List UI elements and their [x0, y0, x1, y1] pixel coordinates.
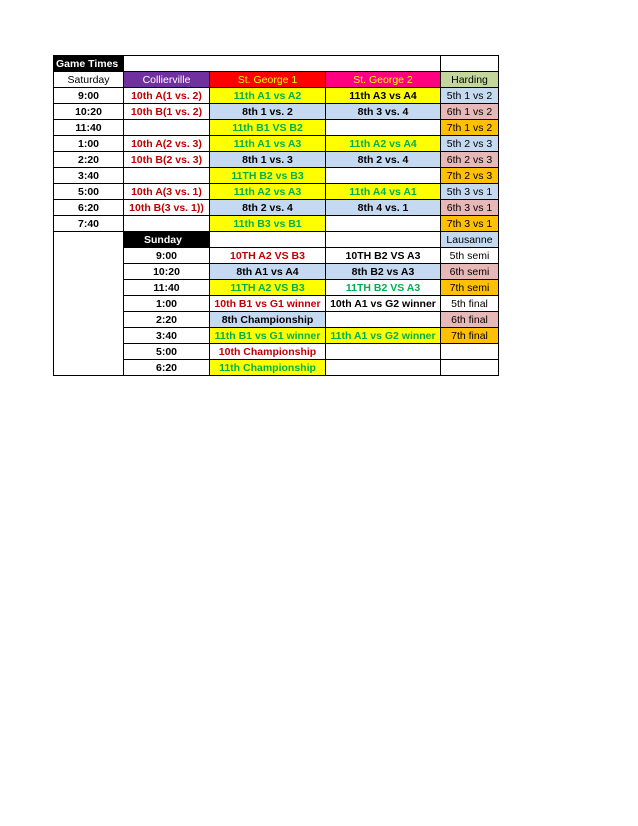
lausanne-game: 7th final: [441, 328, 499, 344]
st-george-1-game: 8th Championship: [210, 312, 326, 328]
schedule-table: [53, 55, 499, 376]
st-george-2-game: 11TH B2 VS A3: [326, 280, 441, 296]
st-george-1-game: 8th 1 vs. 3: [210, 152, 326, 168]
harding-game: 6th 2 vs 3: [441, 152, 499, 168]
harding-game: 6th 3 vs 1: [441, 200, 499, 216]
table-row: [54, 88, 499, 104]
st-george-2-game: [326, 360, 441, 376]
time-cell: 2:20: [124, 312, 210, 328]
sunday-header-row: [54, 232, 499, 248]
lausanne-game: 5th semi: [441, 248, 499, 264]
st-george-2-game: [326, 120, 441, 136]
schedule-sheet: [53, 55, 499, 376]
st-george-1-game: 11th A2 vs A3: [210, 184, 326, 200]
blank-cell: [210, 232, 326, 248]
harding-game: 5th 2 vs 3: [441, 136, 499, 152]
st-george-2-game: 11th A3 vs A4: [326, 88, 441, 104]
st-george-2-game: 8th 2 vs. 4: [326, 152, 441, 168]
st-george-1-game: 11th Championship: [210, 360, 326, 376]
harding-game: 5th 1 vs 2: [441, 88, 499, 104]
st-george-1-game: 11th A1 vs A3: [210, 136, 326, 152]
time-cell: 5:00: [54, 184, 124, 200]
st-george-1-game: 11th A1 vs A2: [210, 88, 326, 104]
st-george-2-game: [326, 312, 441, 328]
table-row: [54, 152, 499, 168]
blank-cell: [326, 232, 441, 248]
st-george-2-game: 11th A4 vs A1: [326, 184, 441, 200]
lausanne-game: 5th final: [441, 296, 499, 312]
saturday-label: Saturday: [54, 72, 124, 88]
venue-header-row: [54, 72, 499, 88]
collierville-game: 10th B(3 vs. 1)): [124, 200, 210, 216]
time-cell: 5:00: [124, 344, 210, 360]
venue-harding: Harding: [441, 72, 499, 88]
time-cell: 2:20: [54, 152, 124, 168]
st-george-1-game: 8th 2 vs. 4: [210, 200, 326, 216]
time-cell: 3:40: [124, 328, 210, 344]
table-row: [54, 136, 499, 152]
collierville-game: [124, 120, 210, 136]
time-cell: 11:40: [54, 120, 124, 136]
table-row: [54, 216, 499, 232]
collierville-game: 10th B(2 vs. 3): [124, 152, 210, 168]
sunday-label: Sunday: [124, 232, 210, 248]
st-george-2-game: 10TH B2 VS A3: [326, 248, 441, 264]
time-cell: 6:20: [124, 360, 210, 376]
game-times-header: Game Times: [54, 56, 124, 72]
st-george-2-game: [326, 344, 441, 360]
harding-game: 7th 2 vs 3: [441, 168, 499, 184]
st-george-1-game: 8th 1 vs. 2: [210, 104, 326, 120]
time-cell: 10:20: [54, 104, 124, 120]
lausanne-game: [441, 344, 499, 360]
table-row: [54, 168, 499, 184]
st-george-1-game: 11th B1 VS B2: [210, 120, 326, 136]
time-cell: 1:00: [54, 136, 124, 152]
time-cell: 11:40: [124, 280, 210, 296]
harding-game: 6th 1 vs 2: [441, 104, 499, 120]
collierville-game: 10th A(3 vs. 1): [124, 184, 210, 200]
lausanne-game: 6th semi: [441, 264, 499, 280]
time-cell: 10:20: [124, 264, 210, 280]
collierville-game: [124, 216, 210, 232]
st-george-2-game: 8th 4 vs. 1: [326, 200, 441, 216]
st-george-2-game: [326, 216, 441, 232]
lausanne-game: 6th final: [441, 312, 499, 328]
st-george-2-game: 10th A1 vs G2 winner: [326, 296, 441, 312]
blank-cell: [54, 232, 124, 376]
harding-game: 5th 3 vs 1: [441, 184, 499, 200]
collierville-game: [124, 168, 210, 184]
lausanne-game: 7th semi: [441, 280, 499, 296]
lausanne-game: [441, 360, 499, 376]
st-george-1-game: 10TH A2 VS B3: [210, 248, 326, 264]
st-george-2-game: 11th A2 vs A4: [326, 136, 441, 152]
title-row: [54, 56, 499, 72]
harding-game: 7th 3 vs 1: [441, 216, 499, 232]
st-george-1-game: 11TH A2 VS B3: [210, 280, 326, 296]
venue-st-george-1: St. George 1: [210, 72, 326, 88]
time-cell: 7:40: [54, 216, 124, 232]
blank-cell: [124, 56, 441, 72]
st-george-1-game: 11th B1 vs G1 winner: [210, 328, 326, 344]
st-george-2-game: 11th A1 vs G2 winner: [326, 328, 441, 344]
table-row: [54, 184, 499, 200]
st-george-1-game: 11th B3 vs B1: [210, 216, 326, 232]
st-george-2-game: 8th 3 vs. 4: [326, 104, 441, 120]
collierville-game: 10th A(1 vs. 2): [124, 88, 210, 104]
st-george-2-game: [326, 168, 441, 184]
collierville-game: 10th B(1 vs. 2): [124, 104, 210, 120]
venue-st-george-2: St. George 2: [326, 72, 441, 88]
st-george-1-game: 8th A1 vs A4: [210, 264, 326, 280]
harding-game: 7th 1 vs 2: [441, 120, 499, 136]
st-george-1-game: 10th Championship: [210, 344, 326, 360]
st-george-1-game: 10th B1 vs G1 winner: [210, 296, 326, 312]
time-cell: 9:00: [54, 88, 124, 104]
st-george-1-game: 11TH B2 vs B3: [210, 168, 326, 184]
table-row: [54, 104, 499, 120]
collierville-game: 10th A(2 vs. 3): [124, 136, 210, 152]
st-george-2-game: 8th B2 vs A3: [326, 264, 441, 280]
time-cell: 6:20: [54, 200, 124, 216]
time-cell: 9:00: [124, 248, 210, 264]
table-row: [54, 120, 499, 136]
time-cell: 1:00: [124, 296, 210, 312]
time-cell: 3:40: [54, 168, 124, 184]
venue-lausanne: Lausanne: [441, 232, 499, 248]
blank-cell: [441, 56, 499, 72]
table-row: [54, 200, 499, 216]
venue-collierville: Collierville: [124, 72, 210, 88]
